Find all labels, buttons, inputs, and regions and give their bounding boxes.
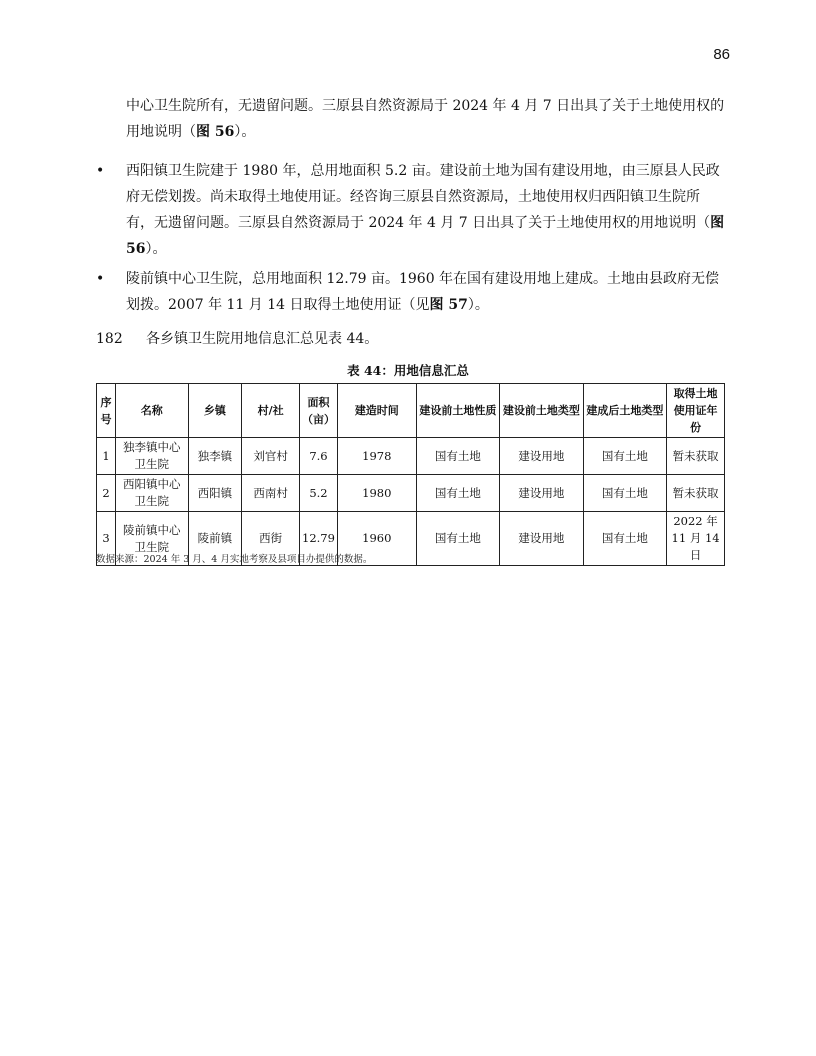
bullet-text (126, 158, 726, 262)
paragraph-number: 182 (96, 331, 123, 347)
bullet-icon: • (96, 163, 105, 179)
table-header-row (97, 384, 725, 438)
land-info-table (96, 383, 725, 566)
table-cell: 建设用地 (500, 438, 584, 475)
table-cell: 国有土地 (583, 475, 667, 512)
header-cell: 取得土地使用证年份 (667, 384, 725, 438)
numbered-paragraph (96, 326, 726, 352)
header-cell: 村/社 (242, 384, 300, 438)
table-cell: 刘官村 (242, 438, 300, 475)
table-cell: 1 (97, 438, 116, 475)
bullet-item-xiyang (96, 158, 726, 262)
bullet-item-lingqian (96, 266, 726, 318)
table-cell: 2 (97, 475, 116, 512)
table-cell: 陵前镇 (188, 512, 242, 566)
header-cell: 名称 (115, 384, 188, 438)
table-title: 表 44：用地信息汇总 (347, 363, 469, 378)
table-cell: 1960 (337, 512, 416, 566)
table-cell: 独李镇 (188, 438, 242, 475)
table-cell: 西阳镇 (188, 475, 242, 512)
bullet-text (126, 266, 726, 318)
table-cell: 5.2 (299, 475, 337, 512)
header-cell: 建造时间 (337, 384, 416, 438)
table-cell: 7.6 (299, 438, 337, 475)
table-cell: 国有土地 (416, 512, 500, 566)
table-cell: 1980 (337, 475, 416, 512)
header-cell: 乡镇 (188, 384, 242, 438)
paragraph-text: 陵前镇中心卫生院，总用地面积 12.79 亩。1960 年在国有建设用地上建成。土地由县政府无偿划拨。2007 年 11 月 14 日取得土地使用证（见 (126, 271, 720, 313)
table-cell: 国有土地 (416, 475, 500, 512)
figure-reference: 图 56 (196, 124, 235, 140)
table-cell: 建设用地 (500, 512, 584, 566)
header-cell: 面积（亩） (299, 384, 337, 438)
table-cell: 西南村 (242, 475, 300, 512)
bullet-icon: • (96, 271, 105, 287)
table-cell: 1978 (337, 438, 416, 475)
table-cell: 12.79 (299, 512, 337, 566)
table-cell: 陵前镇中心卫生院 (115, 512, 188, 566)
header-cell: 建设前土地类型 (500, 384, 584, 438)
table-cell: 西街 (242, 512, 300, 566)
table-cell: 暂未获取 (667, 475, 725, 512)
header-cell: 建设前土地性质 (416, 384, 500, 438)
paragraph-text: 西阳镇卫生院建于 1980 年，总用地面积 5.2 亩。建设前土地为国有建设用地，由三原县人民政府无偿划拨。尚未取得土地使用证。经咨询三原县自然资源局，土地使用权归西阳镇卫生院所有，无遗留问题。三原县自然资源局于 2024 年 4 月 7 日出具了关于土地使用权的用地说明（ (126, 163, 720, 231)
table-row (97, 475, 725, 512)
table-cell: 暂未获取 (667, 438, 725, 475)
paragraph-text: 中心卫生院所有，无遗留问题。三原县自然资源局于 2024 年 4 月 7 日出具了关于土地使用权的用地说明（ (126, 98, 725, 140)
header-cell: 序号 (97, 384, 116, 438)
table-cell: 西阳镇中心卫生院 (115, 475, 188, 512)
table-cell: 国有土地 (416, 438, 500, 475)
page-number: 86 (713, 46, 730, 63)
paragraph-text: ）。 (234, 124, 256, 140)
table-cell: 独李镇中心卫生院 (115, 438, 188, 475)
table-cell: 国有土地 (583, 512, 667, 566)
figure-reference: 图 57 (429, 297, 468, 313)
table-row (97, 438, 725, 475)
table-cell: 3 (97, 512, 116, 566)
figure-reference: 图 56 (126, 215, 725, 257)
paragraph-text: 各乡镇卫生院用地信息汇总见表 44。 (146, 331, 379, 347)
table-cell: 2022 年 11 月 14 日 (667, 512, 725, 566)
paragraph-text: ）。 (145, 241, 167, 257)
continuation-paragraph (126, 93, 726, 145)
header-cell: 建成后土地类型 (583, 384, 667, 438)
paragraph-text: ）。 (467, 297, 489, 313)
table-cell: 建设用地 (500, 475, 584, 512)
table-cell: 国有土地 (583, 438, 667, 475)
table-source-note: 数据来源：2024 年 3 月、4 月实地考察及县项目办提供的数据。 (96, 554, 373, 565)
